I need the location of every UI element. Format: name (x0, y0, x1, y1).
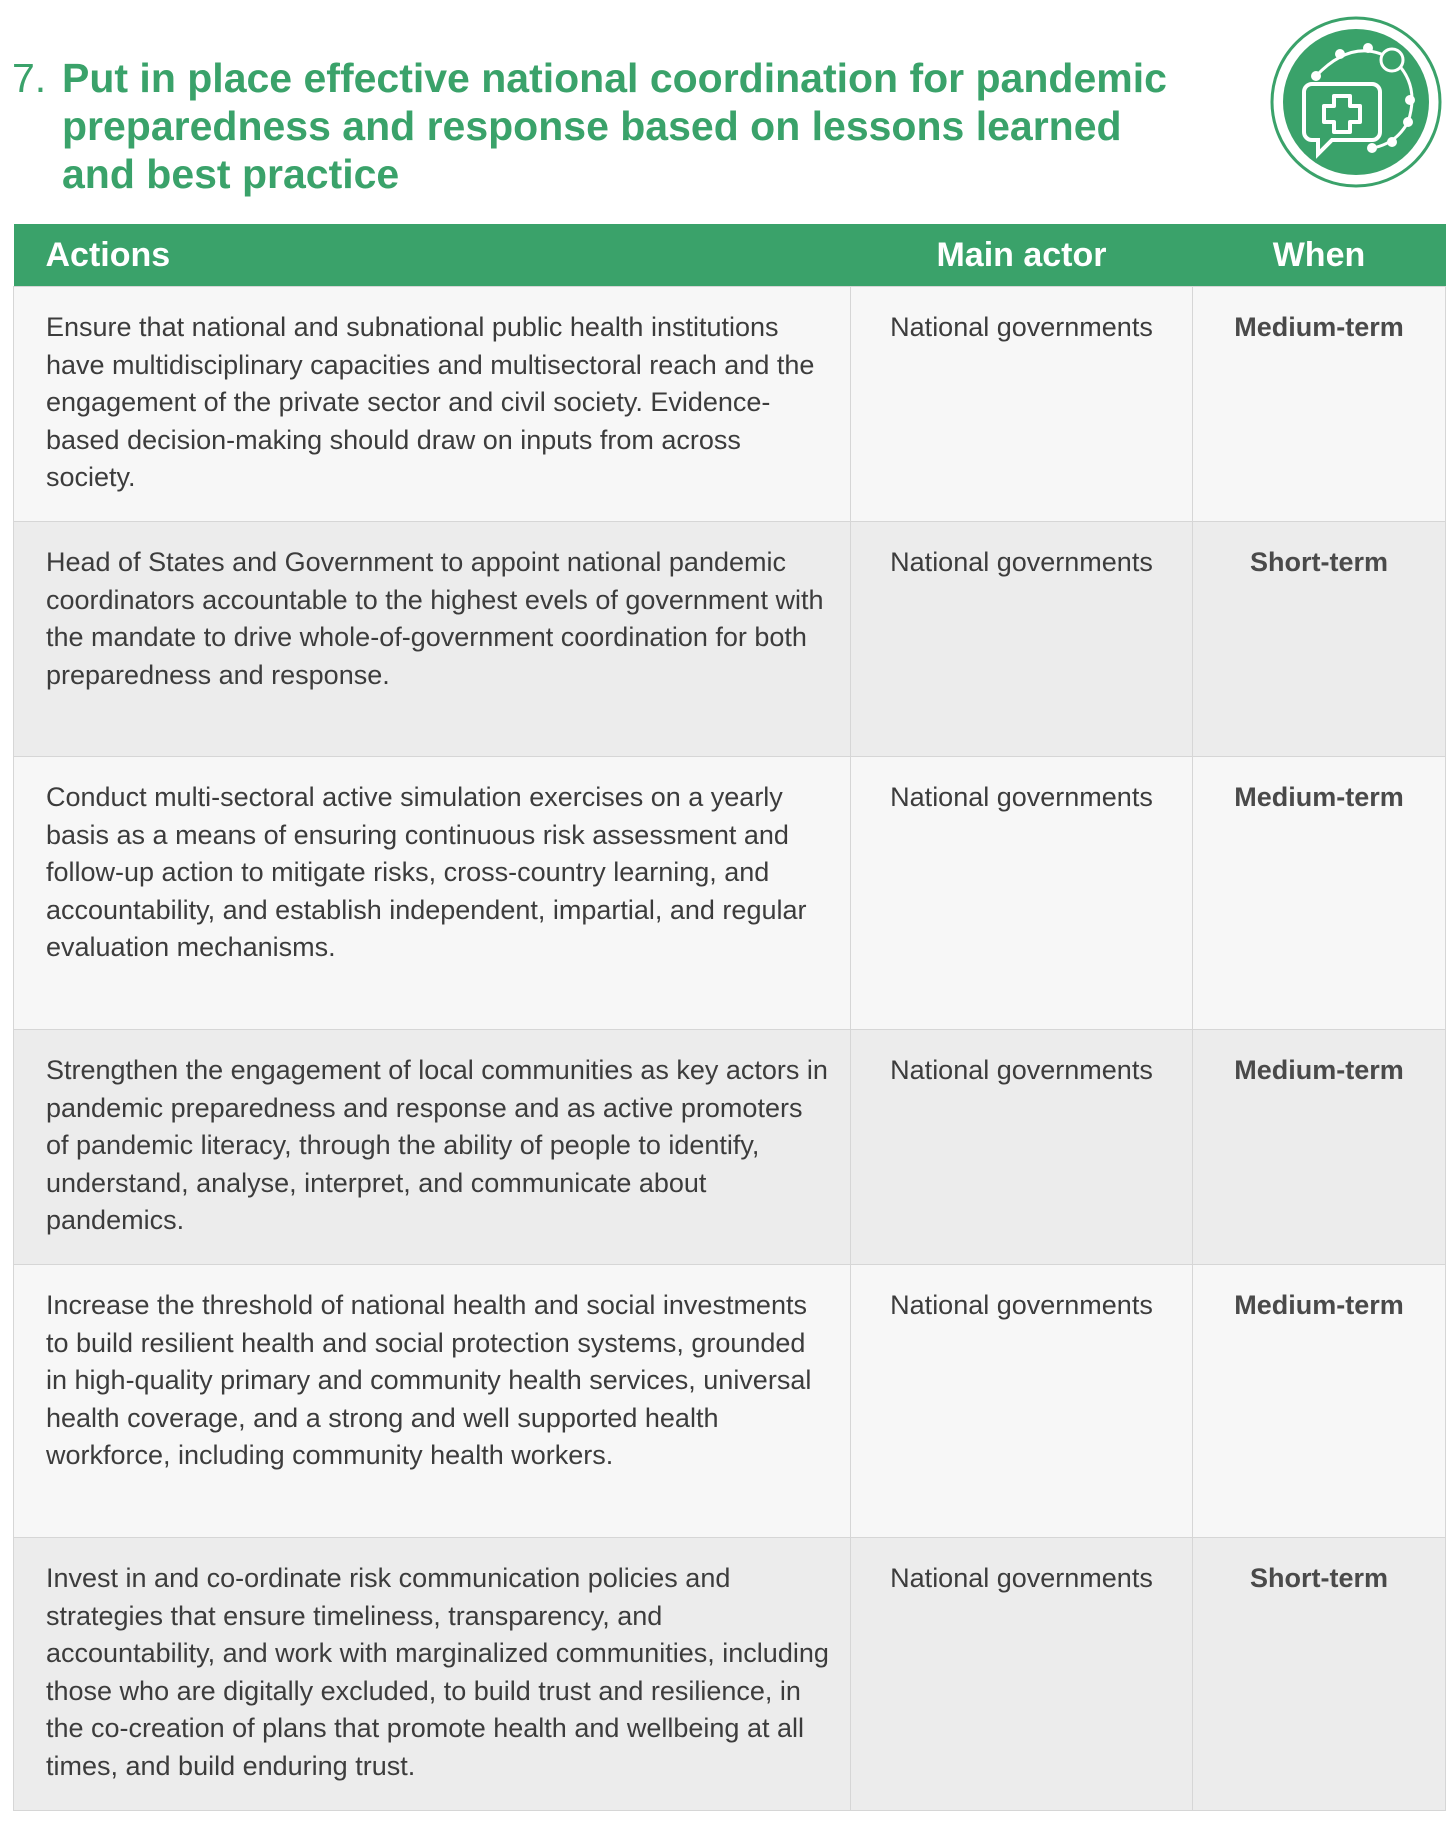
table-row (14, 1265, 1446, 1538)
action-cell: Strengthen the engagement of local communities as key actors in pandemic preparedness and response and as active promoters of pandemic literacy, through the ability of people to identify, understand, analyse, interpret, and communicate about pandemics. (14, 1030, 851, 1265)
actor-cell: National governments (851, 757, 1193, 1030)
table-row (14, 1538, 1446, 1811)
table-row (14, 522, 1446, 757)
table-row (14, 287, 1446, 522)
action-cell: Increase the threshold of national health and social investments to build resilient health and social protection systems, grounded in high-quality primary and community health services, universal health coverage, and a strong and well supported health workforce, including community health workers. (14, 1265, 851, 1538)
header-main-actor: Main actor (851, 224, 1193, 287)
medical-chat-network-icon (1268, 14, 1444, 190)
when-cell: Medium-term (1193, 287, 1446, 522)
header-actions: Actions (14, 224, 851, 287)
action-cell: Ensure that national and subnational public health institutions have multidisciplinary capacities and multisectoral reach and the engagement of the private sector and civil society. Evidence-based decision-making should draw on inputs from across society. (14, 287, 851, 522)
when-cell: Medium-term (1193, 1265, 1446, 1538)
table-row (14, 1030, 1446, 1265)
action-cell: Invest in and co-ordinate risk communication policies and strategies that ensure timeliness, transparency, and accountability, and work with marginalized communities, including those who are digitally excluded, to build trust and resilience, in the co-creation of plans that promote health and wellbeing at all times, and build enduring trust. (14, 1538, 851, 1811)
when-cell: Short-term (1193, 1538, 1446, 1811)
section-heading (12, 54, 1192, 198)
actor-cell: National governments (851, 287, 1193, 522)
actor-cell: National governments (851, 1030, 1193, 1265)
when-cell: Medium-term (1193, 1030, 1446, 1265)
actions-table (13, 224, 1445, 1811)
action-cell: Conduct multi-sectoral active simulation exercises on a yearly basis as a means of ensuring continuous risk assessment and follow-up action to mitigate risks, cross-country learning, and accountability, and establish independent, impartial, and regular evaluation mechanisms. (14, 757, 851, 1030)
actor-cell: National governments (851, 522, 1193, 757)
section-number: 7. (12, 55, 47, 101)
when-cell: Short-term (1193, 522, 1446, 757)
table-header-row (14, 224, 1446, 287)
when-cell: Medium-term (1193, 757, 1446, 1030)
actor-cell: National governments (851, 1538, 1193, 1811)
section-title: Put in place effective national coordination for pandemic preparedness and response based on lessons learned and best practice (62, 55, 1167, 197)
action-cell: Head of States and Government to appoint national pandemic coordinators accountable to the highest evels of government with the mandate to drive whole-of-government coordination for both preparedness and response. (14, 522, 851, 757)
actor-cell: National governments (851, 1265, 1193, 1538)
header-when: When (1193, 224, 1446, 287)
table-row (14, 757, 1446, 1030)
